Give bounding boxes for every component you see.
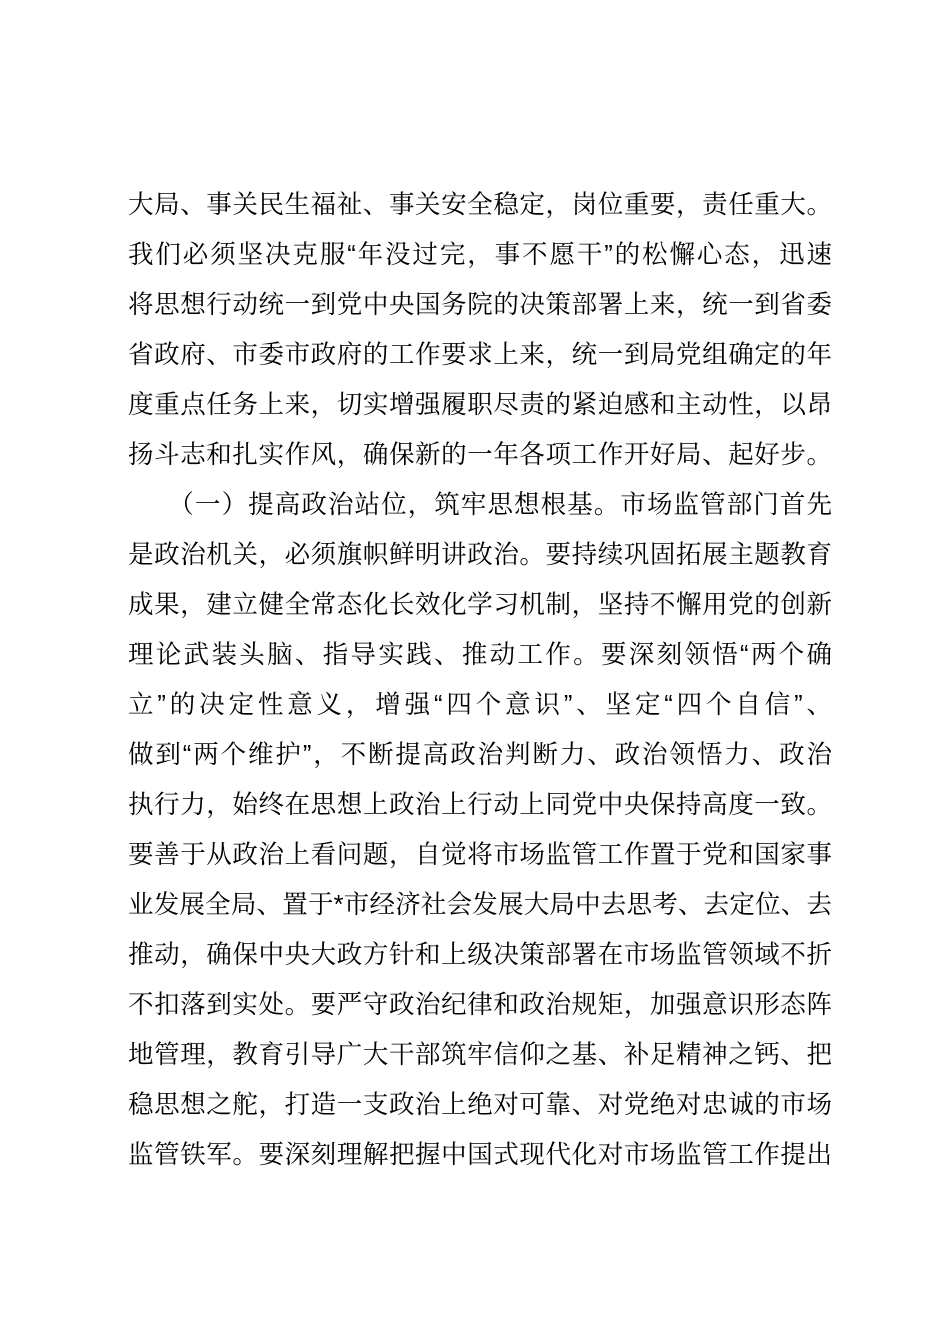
text-line: 将思想行动统一到党中央国务院的决策部署上来，统一到省委 xyxy=(128,291,832,319)
text-line: 监管铁军。要深刻理解把握中国式现代化对市场监管工作提出 xyxy=(128,1141,832,1169)
text-line: 是政治机关，必须旗帜鲜明讲政治。要持续巩固拓展主题教育 xyxy=(128,541,832,569)
text-line: 要善于从政治上看问题，自觉将市场监管工作置于党和国家事 xyxy=(128,841,832,869)
text-line: （一）提高政治站位，筑牢思想根基。市场监管部门首先 xyxy=(128,491,832,519)
text-line: 执行力，始终在思想上政治上行动上同党中央保持高度一致。 xyxy=(128,791,832,819)
text-line: 大局、事关民生福祉、事关安全稳定，岗位重要，责任重大。 xyxy=(128,191,832,219)
text-line: 不扣落到实处。要严守政治纪律和政治规矩，加强意识形态阵 xyxy=(128,991,832,1019)
text-line: 地管理，教育引导广大干部筑牢信仰之基、补足精神之钙、把 xyxy=(128,1041,832,1069)
text-line: 我们必须坚决克服“年没过完，事不愿干”的松懈心态，迅速 xyxy=(128,241,832,269)
document-body xyxy=(128,180,832,1180)
text-line: 省政府、市委市政府的工作要求上来，统一到局党组确定的年 xyxy=(128,341,832,369)
text-line: 扬斗志和扎实作风，确保新的一年各项工作开好局、起好步。 xyxy=(128,441,832,469)
text-line: 立”的决定性意义，增强“四个意识”、坚定“四个自信”、 xyxy=(128,691,832,719)
text-line: 业发展全局、置于*市经济社会发展大局中去思考、去定位、去 xyxy=(128,891,832,919)
text-line: 成果，建立健全常态化长效化学习机制，坚持不懈用党的创新 xyxy=(128,591,832,619)
text-line: 推动，确保中央大政方针和上级决策部署在市场监管领域不折 xyxy=(128,941,832,969)
text-line: 度重点任务上来，切实增强履职尽责的紧迫感和主动性，以昂 xyxy=(128,391,832,419)
text-line: 稳思想之舵，打造一支政治上绝对可靠、对党绝对忠诚的市场 xyxy=(128,1091,832,1119)
text-line: 理论武装头脑、指导实践、推动工作。要深刻领悟“两个确 xyxy=(128,641,832,669)
text-line: 做到“两个维护”，不断提高政治判断力、政治领悟力、政治 xyxy=(128,741,832,769)
